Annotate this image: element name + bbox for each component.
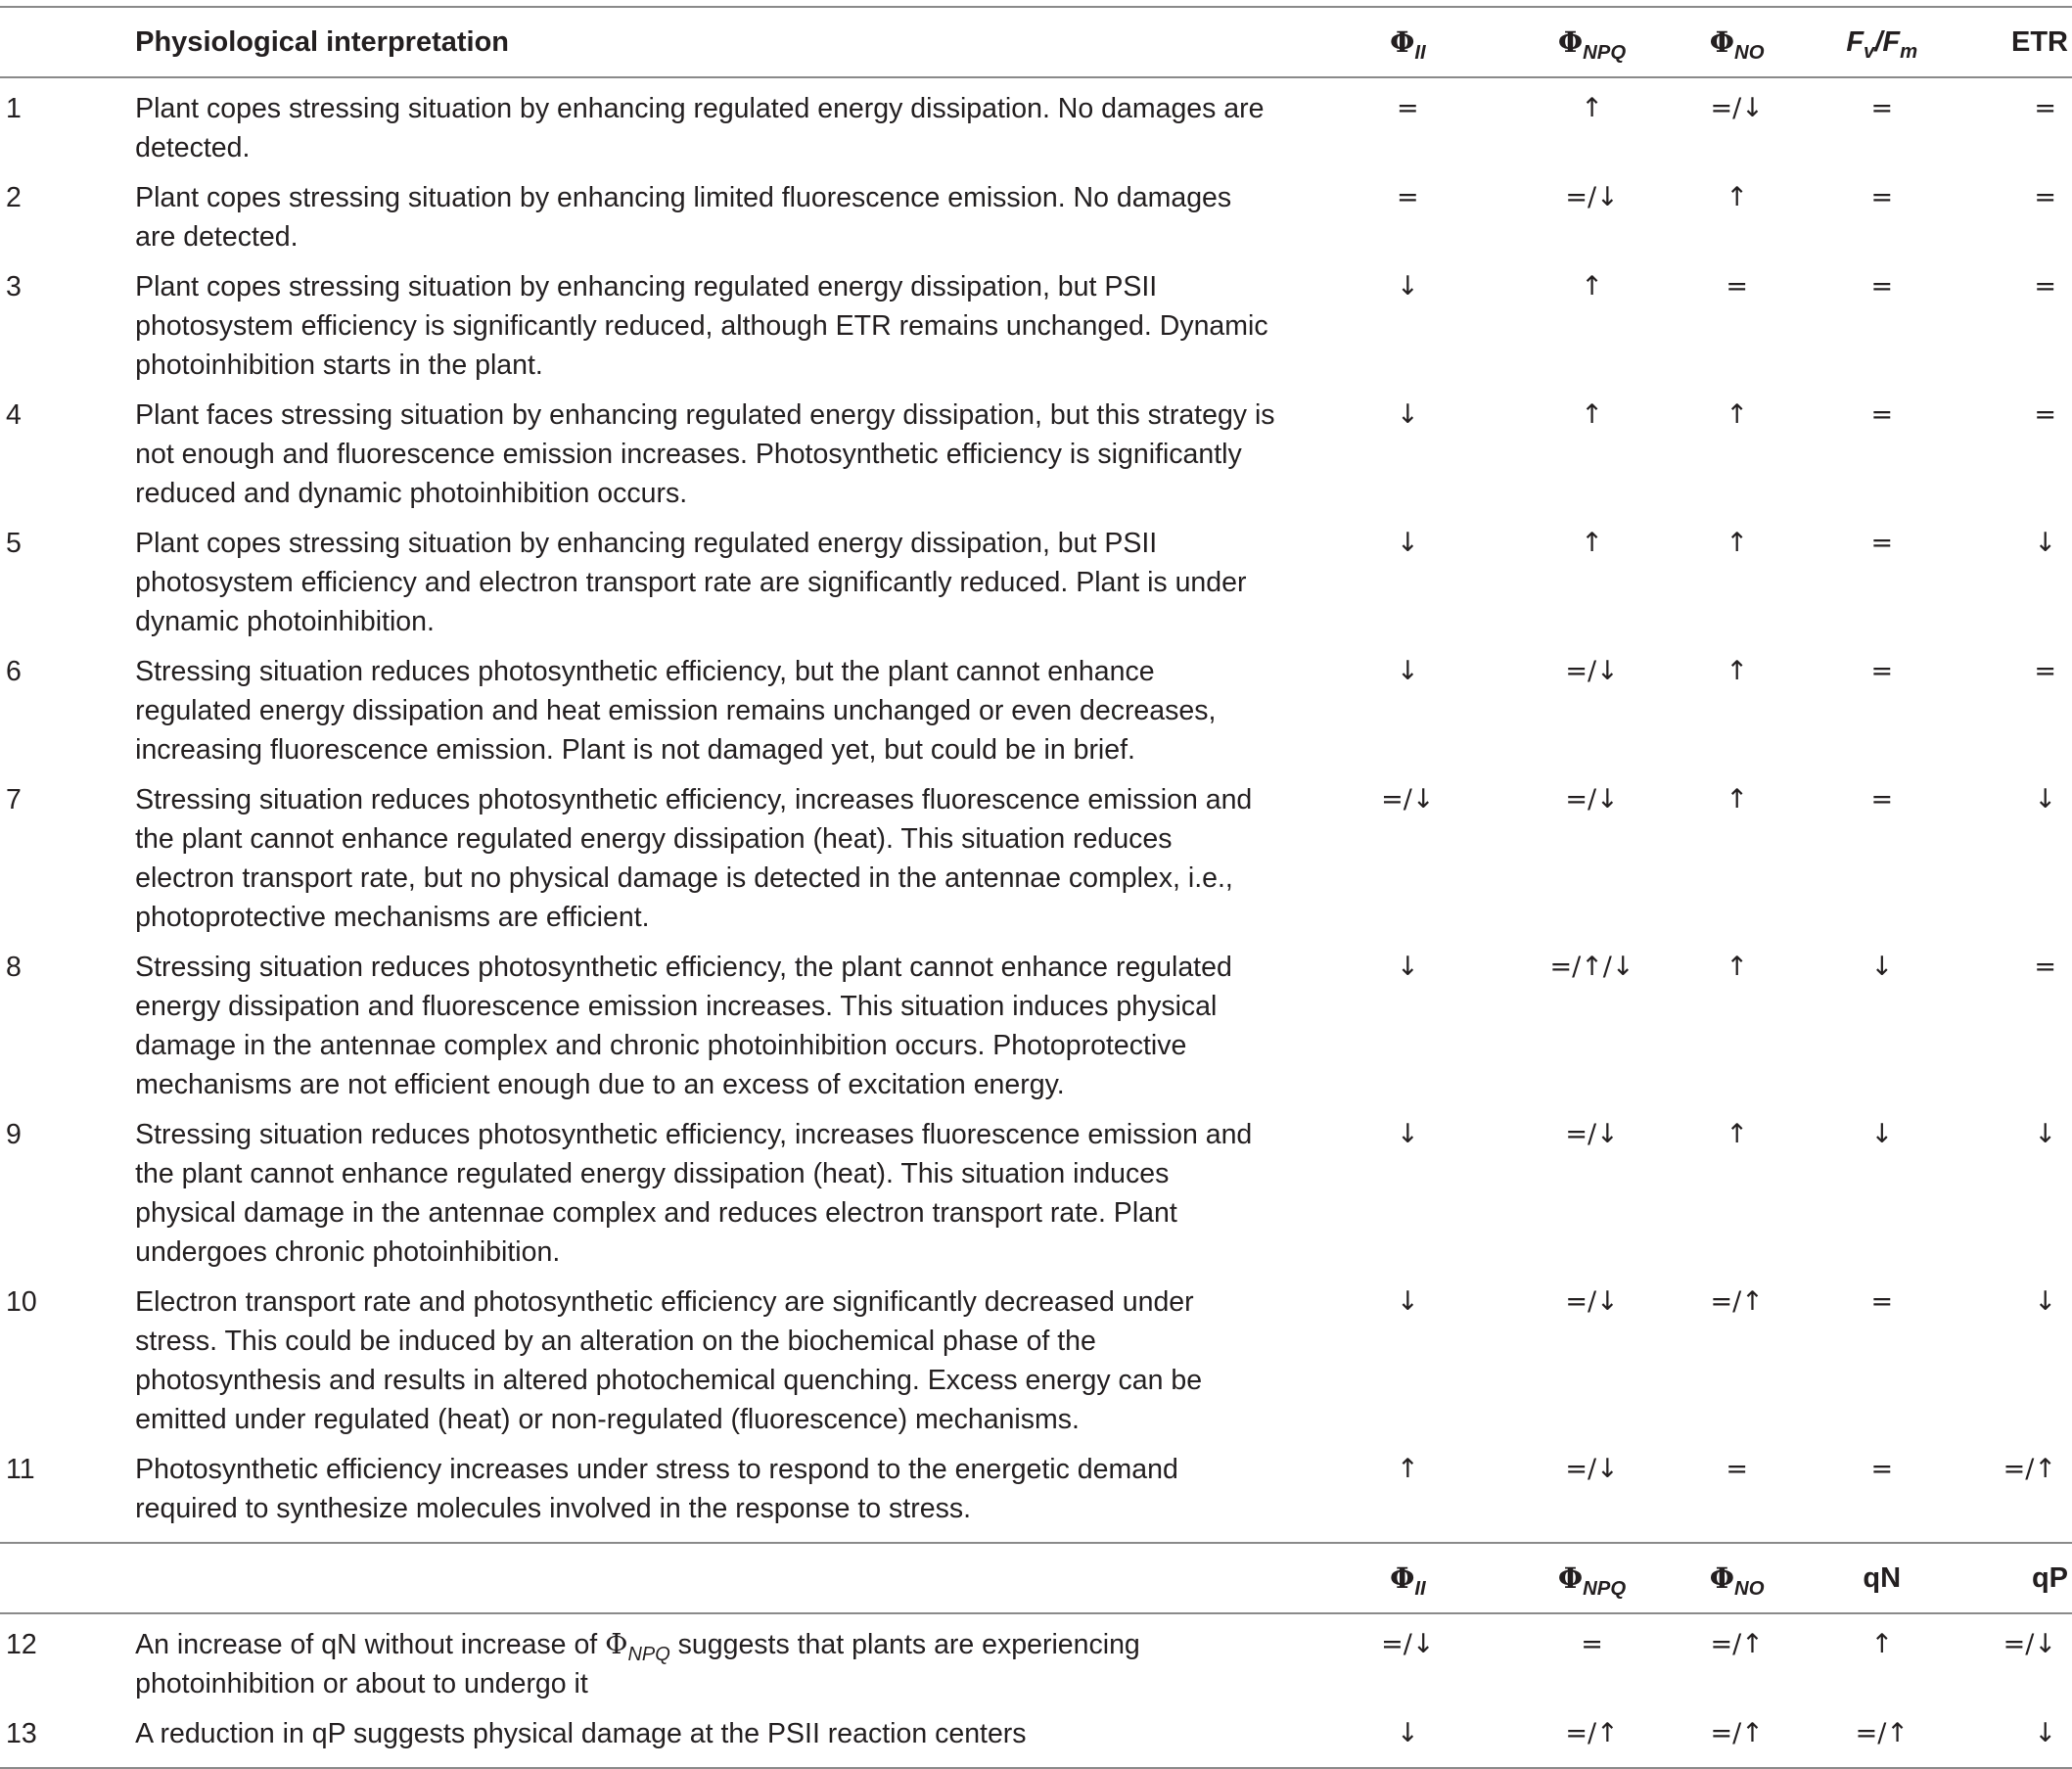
row-number: 10 bbox=[6, 1286, 37, 1318]
row-phi-npq: ↑ bbox=[1581, 271, 1603, 302]
row-qn: ↑ bbox=[1870, 1629, 1894, 1659]
row-fv-fm: = bbox=[1870, 271, 1894, 302]
table-row bbox=[0, 389, 2072, 517]
row-number: 9 bbox=[6, 1119, 22, 1150]
table-row bbox=[0, 941, 2072, 1108]
row-etr: = bbox=[2034, 399, 2056, 430]
row-phi-no: ↑ bbox=[1726, 656, 1748, 686]
row-phi-npq: =/↓ bbox=[1565, 182, 1619, 212]
row-phi-npq: =/↑ bbox=[1565, 1718, 1619, 1748]
row-text-phi-symbol: Φ bbox=[605, 1628, 628, 1660]
table-row bbox=[0, 171, 2072, 260]
rows-section-2 bbox=[0, 1613, 2072, 1768]
row-fv-fm: = bbox=[1870, 656, 1894, 686]
row-phi-npq: ↑ bbox=[1581, 93, 1603, 123]
header2-phi-ii: $\Phi_{II}$ bbox=[1390, 1560, 1426, 1600]
row-phi-no: = bbox=[1726, 1454, 1748, 1484]
row-phi-npq: =/↑/↓ bbox=[1549, 952, 1635, 982]
row-etr: = bbox=[2034, 952, 2056, 982]
row-phi-no: =/↑ bbox=[1710, 1718, 1764, 1748]
table-row bbox=[0, 260, 2072, 389]
row-number: 6 bbox=[6, 656, 22, 687]
row-phi-ii: ↓ bbox=[1397, 1718, 1419, 1748]
row-phi-ii: ↑ bbox=[1397, 1454, 1419, 1484]
row-etr: = bbox=[2034, 182, 2056, 212]
row-etr: = bbox=[2034, 93, 2056, 123]
row-etr: =/↑ bbox=[2003, 1454, 2056, 1484]
table-row bbox=[0, 645, 2072, 773]
row-etr: = bbox=[2034, 271, 2056, 302]
row-number: 2 bbox=[6, 182, 22, 213]
row-text-part-a: An increase of qN without increase of bbox=[135, 1629, 606, 1660]
row-interpretation: Plant copes stressing situation by enhancing limited fluorescence emission. No damages are detected. bbox=[135, 182, 1232, 253]
row-phi-npq: =/↓ bbox=[1565, 656, 1619, 686]
row-phi-ii: ↓ bbox=[1397, 271, 1419, 302]
table-row bbox=[0, 1108, 2072, 1276]
row-interpretation bbox=[135, 1613, 1296, 1707]
row-phi-no: = bbox=[1726, 271, 1748, 302]
row-etr: ↓ bbox=[2034, 1286, 2056, 1317]
row-fv-fm: = bbox=[1870, 528, 1894, 558]
row-phi-ii: ↓ bbox=[1397, 1286, 1419, 1317]
row-phi-ii: ↓ bbox=[1397, 656, 1419, 686]
row-interpretation: Stressing situation reduces photosynthetic efficiency, increases fluorescence emission and the plant cannot enhance regulated energy dissipation (heat). This situation reduces electron transport rate, but no physical damage is detected in the antennae complex, i.e., photoprotective mechanisms are efficient. bbox=[135, 784, 1253, 933]
header2-phi-no: $\Phi_{NO}$ bbox=[1709, 1560, 1765, 1600]
table-row bbox=[0, 77, 2072, 171]
header-row-2 bbox=[0, 1543, 2072, 1613]
row-qp: =/↓ bbox=[2003, 1629, 2056, 1659]
row-interpretation: Plant copes stressing situation by enhancing regulated energy dissipation. No damages are detected. bbox=[135, 93, 1265, 163]
header-phi-ii: $\Phi_{II}$ bbox=[1390, 24, 1426, 64]
row-interpretation: Plant copes stressing situation by enhancing regulated energy dissipation, but PSII photosystem efficiency and electron transport rate are significantly reduced. Plant is under dynamic photoinhibition. bbox=[135, 528, 1247, 637]
row-phi-no: ↑ bbox=[1726, 784, 1748, 815]
row-interpretation: Photosynthetic efficiency increases under stress to respond to the energetic demand required to synthesize molecules involved in the response to stress. bbox=[135, 1454, 1178, 1524]
row-etr: ↓ bbox=[2034, 784, 2056, 815]
row-phi-npq: = bbox=[1581, 1629, 1603, 1659]
table-row bbox=[0, 1276, 2072, 1443]
row-phi-ii: ↓ bbox=[1397, 952, 1419, 982]
row-phi-ii: ↓ bbox=[1397, 399, 1419, 430]
row-number: 12 bbox=[6, 1629, 37, 1660]
row-etr: = bbox=[2034, 656, 2056, 686]
table-row bbox=[0, 773, 2072, 941]
row-text-part-b: suggests that plants are experiencing photoinhibition or about to undergo it bbox=[135, 1629, 1140, 1699]
header-etr: ETR bbox=[2011, 26, 2068, 58]
rows-section-1 bbox=[0, 77, 2072, 1543]
table-row bbox=[0, 1613, 2072, 1707]
row-phi-no: ↑ bbox=[1726, 399, 1748, 430]
row-etr: ↓ bbox=[2034, 1119, 2056, 1149]
row-number: 1 bbox=[6, 93, 22, 124]
row-fv-fm: ↓ bbox=[1870, 952, 1894, 982]
row-fv-fm: = bbox=[1870, 182, 1894, 212]
row-phi-no: =/↑ bbox=[1710, 1286, 1764, 1317]
row-phi-no: ↑ bbox=[1726, 182, 1748, 212]
row-interpretation bbox=[135, 1707, 1296, 1768]
row-interpretation: Stressing situation reduces photosynthetic efficiency, but the plant cannot enhance regulated energy dissipation and heat emission remains unchanged or even decreases, increasing fluorescence emission. Plant is not damaged yet, but could be in brief. bbox=[135, 656, 1217, 766]
row-fv-fm: = bbox=[1870, 399, 1894, 430]
row-fv-fm: = bbox=[1870, 784, 1894, 815]
row-phi-ii: =/↓ bbox=[1381, 1629, 1435, 1659]
row-phi-npq: ↑ bbox=[1581, 399, 1603, 430]
header-num bbox=[0, 7, 135, 77]
header2-num bbox=[0, 1543, 135, 1613]
row-interpretation: Stressing situation reduces photosynthetic efficiency, the plant cannot enhance regulated energy dissipation and fluorescence emission increases. This situation induces physical damage in the antennae complex and chronic photoinhibition occurs. Photoprotective mechanisms are not efficient enough due to an excess of excitation energy. bbox=[135, 952, 1232, 1100]
row-phi-ii: ↓ bbox=[1397, 1119, 1419, 1149]
row-phi-npq: =/↓ bbox=[1565, 1454, 1619, 1484]
header2-qn: qN bbox=[1863, 1562, 1902, 1594]
row-interpretation: Electron transport rate and photosynthetic efficiency are significantly decreased under stress. This could be induced by an alteration on the biochemical phase of the photosynthesis and results in altered photochemical quenching. Excess energy can be emitted under regulated (heat) or non-regulated (fluorescence) mechanisms. bbox=[135, 1286, 1203, 1435]
header-row-1 bbox=[0, 7, 2072, 77]
row-phi-npq: =/↓ bbox=[1565, 784, 1619, 815]
row-fv-fm: = bbox=[1870, 93, 1894, 123]
header2-phi-npq: $\Phi_{NPQ}$ bbox=[1557, 1560, 1627, 1600]
row-phi-ii: = bbox=[1397, 93, 1419, 123]
row-phi-npq: ↑ bbox=[1581, 528, 1603, 558]
row-interpretation: Plant copes stressing situation by enhancing regulated energy dissipation, but PSII photosystem efficiency is significantly reduced, although ETR remains unchanged. Dynamic photoinhibition starts in the plant. bbox=[135, 271, 1268, 381]
row-number: 3 bbox=[6, 271, 22, 303]
row-etr: ↓ bbox=[2034, 528, 2056, 558]
row-number: 13 bbox=[6, 1718, 37, 1749]
row-interpretation: Plant faces stressing situation by enhancing regulated energy dissipation, but this strategy is not enough and fluorescence emission increases. Photosynthetic efficiency is significantly reduced and dynamic photoinhibition occurs. bbox=[135, 399, 1275, 509]
row-phi-ii: =/↓ bbox=[1381, 784, 1435, 815]
row-text-phi-subscript: NPQ bbox=[627, 1643, 670, 1665]
row-phi-npq: =/↓ bbox=[1565, 1286, 1619, 1317]
row-phi-no: =/↓ bbox=[1710, 93, 1764, 123]
row-fv-fm: = bbox=[1870, 1286, 1894, 1317]
table-row bbox=[0, 1443, 2072, 1543]
row-qn: =/↑ bbox=[1855, 1718, 1909, 1748]
header-phi-no: $\Phi_{NO}$ bbox=[1709, 24, 1765, 64]
row-number: 5 bbox=[6, 528, 22, 559]
row-qp: ↓ bbox=[2034, 1718, 2056, 1748]
rows-section-2-header bbox=[0, 1543, 2072, 1613]
row-fv-fm: ↓ bbox=[1870, 1119, 1894, 1149]
row-phi-no: ↑ bbox=[1726, 528, 1748, 558]
header-interpretation: Physiological interpretation bbox=[135, 26, 510, 58]
row-phi-no: ↑ bbox=[1726, 952, 1748, 982]
row-phi-ii: ↓ bbox=[1397, 528, 1419, 558]
header2-interpretation bbox=[135, 1543, 1296, 1613]
physiological-interpretation-table bbox=[0, 6, 2072, 1769]
row-text-part-a: A reduction in qP suggests physical damage at the PSII reaction centers bbox=[135, 1718, 1027, 1749]
row-interpretation: Stressing situation reduces photosynthetic efficiency, increases fluorescence emission and the plant cannot enhance regulated energy dissipation (heat). This situation induces physical damage in the antennae complex and reduces electron transport rate. Plant undergoes chronic photoinhibition. bbox=[135, 1119, 1253, 1268]
header-phi-npq: $\Phi_{NPQ}$ bbox=[1557, 24, 1627, 64]
row-number: 11 bbox=[6, 1454, 35, 1485]
table-row bbox=[0, 1707, 2072, 1768]
row-phi-npq: =/↓ bbox=[1565, 1119, 1619, 1149]
header-fv-fm: $F_v/F_m$ bbox=[1846, 26, 1918, 64]
row-number: 8 bbox=[6, 952, 22, 983]
row-phi-no: ↑ bbox=[1726, 1119, 1748, 1149]
row-phi-ii: = bbox=[1397, 182, 1419, 212]
row-number: 7 bbox=[6, 784, 22, 815]
table-row bbox=[0, 517, 2072, 645]
row-number: 4 bbox=[6, 399, 22, 431]
row-phi-no: =/↑ bbox=[1710, 1629, 1764, 1659]
row-fv-fm: = bbox=[1870, 1454, 1894, 1484]
header2-qp: qP bbox=[2031, 1562, 2068, 1594]
